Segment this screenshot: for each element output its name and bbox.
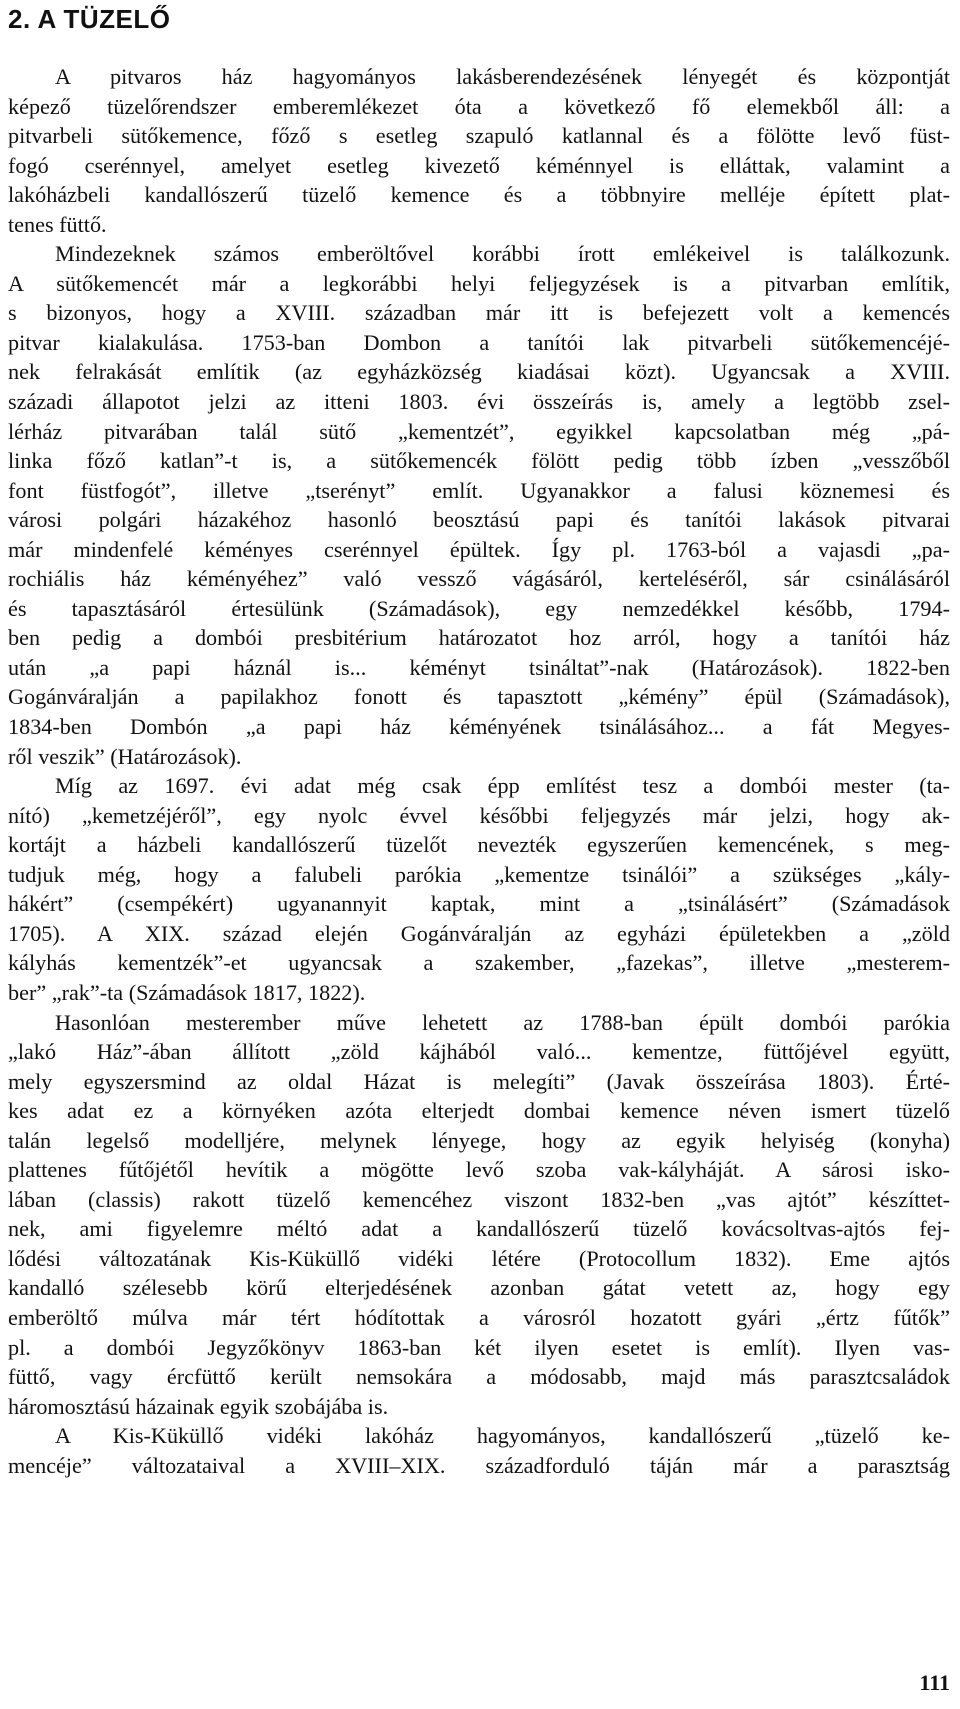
text-line: pl. a dombói Jegyzőkönyv 1863-ban két ilyen esetet is említ). Ilyen vas- bbox=[8, 1334, 950, 1360]
text-line: kandalló szélesebb körű elterjedésének azonban gátat vetett az, hogy egy bbox=[8, 1275, 950, 1301]
text-line: nek, ami figyelemre méltó adat a kandallószerű tüzelő kovácsoltvas-ajtós fej- bbox=[8, 1216, 950, 1242]
text-line: füttő, vagy ércfüttő került nemsokára a módosabb, majd más parasztcsaládok bbox=[8, 1364, 950, 1390]
text-line: pitvar kialakulása. 1753-ban Dombon a tanítói lak pitvarbeli sütőkemencéjé- bbox=[8, 329, 950, 355]
text-line: 1834-ben Dombón „a papi ház kéményének tsinálásához... a fát Megyes- bbox=[8, 714, 950, 740]
text-line: kályhás kementzék”-et ugyancsak a szakember, „fazekas”, illetve „mesterem- bbox=[8, 950, 950, 976]
text-line: lődési változatának Kis-Küküllő vidéki létére (Protocollum 1832). Eme ajtós bbox=[8, 1245, 950, 1271]
chapter-heading: 2. A TÜZELŐ bbox=[8, 4, 171, 34]
text-line: nek felrakását említik (az egyházközség kiadásai közt). Ugyancsak a XVIII. bbox=[8, 359, 950, 385]
text-line: kes adat ez a környéken azóta elterjedt dombai kemence néven ismert tüzelő bbox=[8, 1098, 950, 1124]
text-line: lakóházbeli kandallószerű tüzelő kemence és a többnyire melléje épített plat- bbox=[8, 182, 950, 208]
text-line: ber” „rak”-ta (Számadások 1817, 1822). bbox=[8, 979, 366, 1005]
text-line: linka főző katlan”-t is, a sütőkemencék fölött pedig több ízben „vesszőből bbox=[8, 448, 950, 474]
text-line: lérház pitvarában talál sütő „kementzét”, egyikkel kapcsolatban még „pá- bbox=[8, 418, 950, 444]
text-line: ben pedig a dombói presbitérium határozatot hoz arról, hogy a tanítói ház bbox=[8, 625, 950, 651]
text-line: tudjuk még, hogy a falubeli parókia „kementze tsinálói” a szükséges „kály- bbox=[8, 861, 950, 887]
text-line: fogó cserénnyel, amelyet esetleg kivezető kéménnyel is elláttak, valamint a bbox=[8, 152, 950, 178]
text-line: Gogánváralján a papilakhoz fonott és tapasztott „kémény” épül (Számadások), bbox=[8, 684, 950, 710]
text-line: századi állapotot jelzi az itteni 1803. évi összeírás is, amely a legtöbb zsel- bbox=[8, 389, 950, 415]
text-line: font füstfogót”, illetve „tserényt” említ. Ugyanakkor a falusi köznemesi és bbox=[8, 477, 950, 503]
text-line: városi polgári házakéhoz hasonló beosztású papi és tanítói lakások pitvarai bbox=[8, 507, 950, 533]
body-text bbox=[8, 62, 950, 1480]
text-line: kortájt a házbeli kandallószerű tüzelőt nevezték egyszerűen kemencének, s meg- bbox=[8, 832, 950, 858]
text-line: rochiális ház kéményéhez” való vessző vágásáról, kerteléséről, sár csinálásáról bbox=[8, 566, 950, 592]
text-line: és tapasztásáról értesülünk (Számadások), egy nemzedékkel később, 1794- bbox=[8, 595, 950, 621]
text-line: pitvarbeli sütőkemence, főző s esetleg szapuló katlannal és a fölötte levő füst- bbox=[8, 123, 950, 149]
text-line: emberöltő múlva már tért hódítottak a városról hozatott gyári „értz fűtők” bbox=[8, 1304, 950, 1330]
text-line: már mindenfelé kéményes cserénnyel épültek. Így pl. 1763-ból a vajasdi „pa- bbox=[8, 536, 950, 562]
text-line: Hasonlóan mesterember műve lehetett az 1788-ban épült dombói parókia bbox=[55, 1009, 950, 1035]
text-line: képező tüzelőrendszer emberemlékezet óta a következő fő elemekből áll: a bbox=[8, 93, 950, 119]
text-line: ről veszik” (Határozások). bbox=[8, 743, 242, 769]
text-line: mencéje” változataival a XVIII–XIX. századforduló táján már a parasztság bbox=[8, 1452, 950, 1478]
text-line: A sütőkemencét már a legkorábbi helyi feljegyzések is a pitvarban említik, bbox=[8, 270, 950, 296]
text-line: 1705). A XIX. század elején Gogánváralján az egyházi épületekben a „zöld bbox=[8, 920, 950, 946]
text-line: után „a papi háznál is... kéményt tsináltat”-nak (Határozások). 1822-ben bbox=[8, 654, 950, 680]
text-line: s bizonyos, hogy a XVIII. században már itt is befejezett volt a kemencés bbox=[8, 300, 950, 326]
text-line: A Kis-Küküllő vidéki lakóház hagyományos, kandallószerű „tüzelő ke- bbox=[55, 1423, 950, 1449]
text-line: mely egyszersmind az oldal Házat is melegíti” (Javak összeírása 1803). Érté- bbox=[8, 1068, 950, 1094]
text-line: A pitvaros ház hagyományos lakásberendezésének lényegét és központját bbox=[55, 64, 950, 89]
text-line: tenes füttő. bbox=[8, 211, 107, 237]
text-line: lában (classis) rakott tüzelő kemencéhez viszont 1832-ben „vas ajtót” készíttet- bbox=[8, 1186, 950, 1212]
text-line: talán legelső modelljére, melynek lényege, hogy az egyik helyiség (konyha) bbox=[8, 1127, 950, 1153]
text-line: háromosztású házainak egyik szobájába is. bbox=[8, 1393, 389, 1419]
text-line: „lakó Ház”-ában állított „zöld kájhából való... kementze, füttőjével együtt, bbox=[8, 1039, 950, 1065]
page-number: 111 bbox=[919, 1670, 950, 1695]
text-line: nító) „kemetzéjéről”, egy nyolc évvel későbbi feljegyzés már jelzi, hogy ak- bbox=[8, 802, 950, 828]
text-line: hákért” (csempékért) ugyanannyit kaptak, mint a „tsinálásért” (Számadások bbox=[8, 891, 950, 917]
text-line: plattenes fűtőjétől hevítik a mögötte levő szoba vak-kályháját. A sárosi isko- bbox=[8, 1157, 950, 1183]
text-line: Míg az 1697. évi adat még csak épp említést tesz a dombói mester (ta- bbox=[55, 773, 950, 799]
text-line: Mindezeknek számos emberöltővel korábbi írott emlékeivel is találkozunk. bbox=[55, 241, 950, 267]
